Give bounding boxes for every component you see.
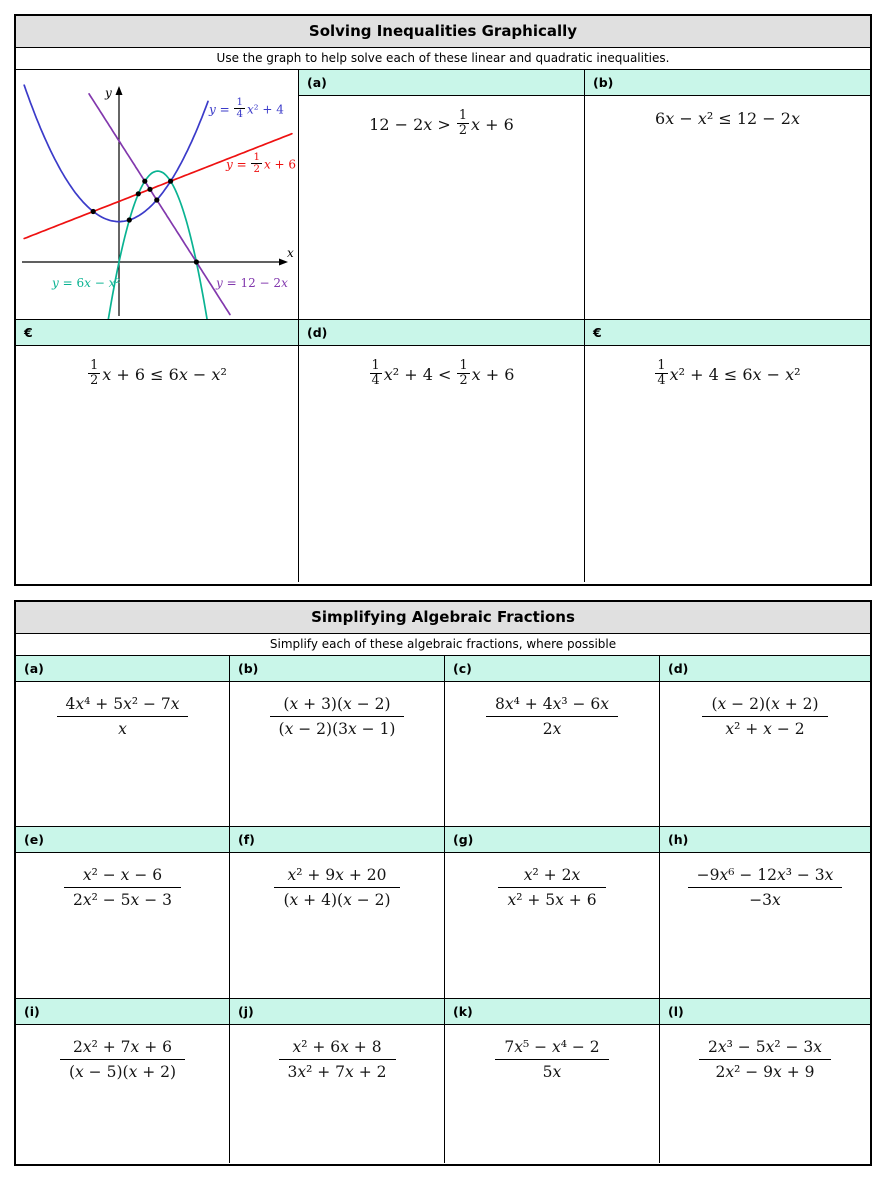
section1-grid [16,70,870,582]
algebraic-fraction: $\frac{\text{x² + 2x}}{\text{x² + 5x + 6}}$ [498,866,605,909]
algebraic-fraction: $\frac{\text{x² − x − 6}}{\text{2x² − 5x − 3}}$ [64,866,181,909]
problem-label: (l) [660,999,870,1025]
algebraic-fraction: $\frac{\text{2x³ − 5x² − 3x}}{\text{2x² − 9x + 9}}$ [699,1038,831,1081]
problem-expression: 12 − 2x > $\frac{1}{2}$ x + 6 [369,108,514,139]
fraction-cell-a [16,656,230,827]
intersection-dot [168,179,173,184]
inline-fraction: $\frac{1}{2}$ [459,358,468,389]
inline-fraction: $\frac{1}{4}$ [657,358,666,389]
intersection-dot [136,191,141,196]
problem-label: (b) [230,656,444,682]
y-axis-arrow [116,86,123,95]
algebraic-fraction: $\frac{\text{4x⁴ + 5x² − 7x}}{x}$ [57,695,189,738]
fraction-cell-k [445,999,660,1163]
fraction-cell-g [445,827,660,999]
intersection-dot [194,259,199,264]
x-axis-label: x [287,246,294,260]
problem-label: (b) [585,70,870,96]
curve-12-minus-2x-label: y = 12 − 2x [216,276,288,290]
problem-label: (c) [445,656,659,682]
problem-cell-e [585,320,870,582]
problem-expression: $\frac{1}{4}$ x² + 4 < $\frac{1}{2}$ x + 6 [371,358,515,389]
algebraic-fraction: $\frac{\text{x² + 9x + 20}}{(x + 4)(x - 2)}$ [274,866,399,909]
section1-instructions: Use the graph to help solve each of these linear and quadratic inequalities. [16,48,870,70]
fraction-cell-j [230,999,445,1163]
intersection-dot [142,179,147,184]
problem-expression: $\frac{1}{2}$ x + 6 ≤ 6x − x² [90,358,227,389]
section1-title: Solving Inequalities Graphically [16,16,870,48]
problem-cell-d [299,320,585,582]
problem-cell-a [299,70,585,320]
fraction-cell-e [16,827,230,999]
problem-label: (g) [445,827,659,853]
intersection-dot [154,197,159,202]
inline-fraction: $\frac{1}{2}$ [458,108,468,139]
problem-cell-b [585,70,870,320]
problem-label: (d) [660,656,870,682]
inline-fraction: $\frac{1}{2}$ [253,152,260,176]
curve-quarter-x-squared-plus-4-label: y = $\frac{1}{4}$ x² + 4 [209,97,284,121]
algebraic-fraction: $\frac{\text{8x⁴ + 4x³ − 6x}}{2x}$ [486,695,618,738]
algebraic-fraction: $\frac{\text{7x⁵ − x⁴ − 2}}{5x}$ [495,1038,608,1081]
fraction-cell-b [230,656,445,827]
intersection-dot [127,217,132,222]
problem-label: (d) [299,320,584,346]
section2-title: Simplifying Algebraic Fractions [16,602,870,634]
problem-label: (e) [16,827,229,853]
intersection-dot [91,209,96,214]
algebraic-fraction: $\frac{\text{2x² + 7x + 6}}{(x - 5)(x + 2)}$ [60,1038,185,1081]
intersection-dot [147,187,152,192]
problem-label: (f) [230,827,444,853]
inline-fraction: $\frac{1}{2}$ [90,358,99,389]
y-axis-label: y [105,86,112,100]
inline-fraction: $\frac{1}{4}$ [236,97,243,121]
fraction-cell-l [660,999,870,1163]
problem-expression: $\frac{1}{4}$ x² + 4 ≤ 6x − x² [657,358,801,389]
problem-cell-c [16,320,299,582]
problem-label: (a) [299,70,584,96]
algebraic-fraction: $\frac{\text{x² + 6x + 8}}{\text{3x² + 7x + 2}}$ [279,1038,396,1081]
inline-fraction: $\frac{1}{4}$ [371,358,380,389]
algebraic-fraction: $\frac{(x - 2)(x + 2)}{\text{x² + x − 2}}$ [702,695,827,738]
curve-6x-minus-x-squared-label: y = 6x − x² [52,276,121,290]
curve-6x-minus-x-squared [108,171,207,319]
problem-expression: 6x − x² ≤ 12 − 2x [655,109,800,128]
problem-label: (j) [230,999,444,1025]
problem-label: (a) [16,656,229,682]
curve-half-x-plus-6-label: y = $\frac{1}{2}$ x + 6 [226,152,297,176]
inequalities-graph [16,70,299,320]
algebraic-fraction: $\frac{(x + 3)(x - 2)}{(x - 2)(3x - 1)}$ [270,695,405,738]
algebraic-fraction: $\frac{\text{−9x⁶ − 12x³ − 3x}}{-3x}$ [688,866,843,909]
section2-instructions: Simplify each of these algebraic fractions, where possible [16,634,870,656]
fraction-cell-i [16,999,230,1163]
problem-label: € [585,320,870,346]
fraction-cell-f [230,827,445,999]
section-simplifying-fractions [14,600,872,1166]
problem-label: (k) [445,999,659,1025]
problem-label: (i) [16,999,229,1025]
section2-grid [16,656,870,1163]
problem-label: (h) [660,827,870,853]
fraction-cell-d [660,656,870,827]
fraction-cell-h [660,827,870,999]
section-solving-inequalities [14,14,872,586]
curve-half-x-plus-6 [24,134,292,239]
fraction-cell-c [445,656,660,827]
problem-label: € [16,320,298,346]
